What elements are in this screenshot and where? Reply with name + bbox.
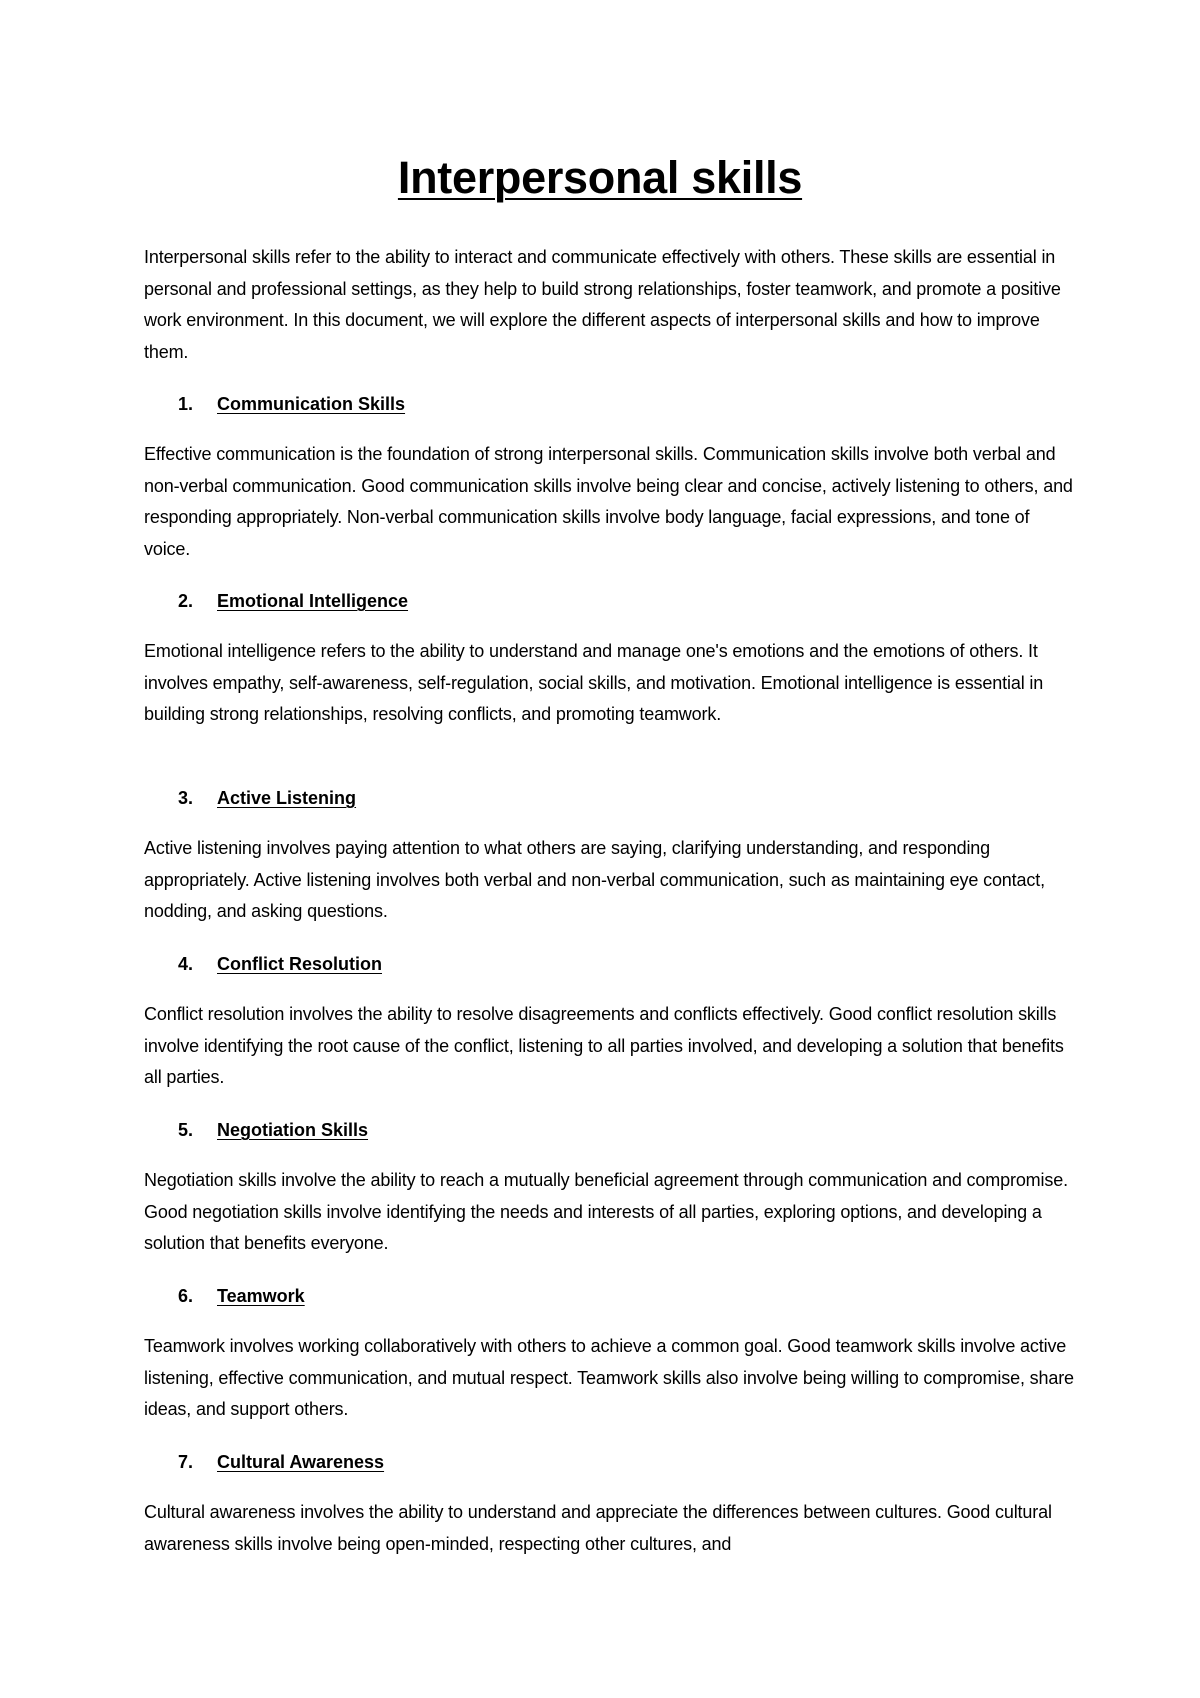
section-body-6: Teamwork involves working collaboratively with others to achieve a common goal. Good teamwork skills involve active listening, effective communication, and mutual respect. Teamwork skills also involve being willing to compromise, share ideas, and support others. bbox=[144, 1336, 1074, 1419]
section-title: Communication Skills bbox=[217, 394, 406, 414]
section-heading-1 bbox=[144, 389, 1074, 421]
section-heading-6 bbox=[144, 1281, 1074, 1313]
section-number: 1. bbox=[178, 394, 194, 414]
section-number: 4. bbox=[178, 954, 194, 974]
section-title: Conflict Resolution bbox=[217, 954, 382, 974]
section-body-1: Effective communication is the foundation of strong interpersonal skills. Communication skills involve both verbal and non-verbal communication. Good communication skills involve being clear and concise, actively listening to others, and responding appropriately. Non-verbal communication skills involve body language, facial expressions, and tone of voice. bbox=[144, 444, 1073, 559]
section-number: 7. bbox=[178, 1452, 194, 1472]
section-title: Active Listening bbox=[217, 788, 357, 808]
section-heading-4 bbox=[144, 949, 1074, 981]
section-number: 6. bbox=[178, 1286, 194, 1306]
page-title: Interpersonal skills bbox=[397, 152, 803, 203]
section-number: 5. bbox=[178, 1120, 194, 1140]
intro-paragraph: Interpersonal skills refer to the ability to interact and communicate effectively with others. These skills are essential in personal and professional settings, as they help to build strong relationships, foster teamwork, and promote a positive work environment. In this document, we will explore the different aspects of interpersonal skills and how to improve them. bbox=[144, 247, 1061, 362]
section-title: Emotional Intelligence bbox=[217, 591, 409, 611]
section-title: Cultural Awareness bbox=[217, 1452, 385, 1472]
section-body-3: Active listening involves paying attention to what others are saying, clarifying understanding, and responding appropriately. Active listening involves both verbal and non-verbal communication, such as maintaining eye contact, nodding, and asking questions. bbox=[144, 838, 1045, 921]
section-heading-5 bbox=[144, 1115, 1074, 1147]
section-heading-2 bbox=[144, 586, 1074, 618]
section-title: Negotiation Skills bbox=[217, 1120, 369, 1140]
section-body-7: Cultural awareness involves the ability to understand and appreciate the differences between cultures. Good cultural awareness skills involve being open-minded, respecting other cultures, and bbox=[144, 1502, 1052, 1554]
section-body-5: Negotiation skills involve the ability to reach a mutually beneficial agreement through communication and compromise. Good negotiation skills involve identifying the needs and interests of all parties, exploring options, and developing a solution that benefits everyone. bbox=[144, 1170, 1068, 1253]
section-number: 2. bbox=[178, 591, 194, 611]
section-title: Teamwork bbox=[217, 1286, 305, 1306]
section-number: 3. bbox=[178, 788, 194, 808]
section-body-2: Emotional intelligence refers to the ability to understand and manage one's emotions and the emotions of others. It involves empathy, self-awareness, self-regulation, social skills, and motivation. Emotional intelligence is essential in building strong relationships, resolving conflicts, and promoting teamwork. bbox=[144, 641, 1044, 724]
section-heading-7 bbox=[144, 1447, 1074, 1479]
section-heading-3 bbox=[144, 783, 1074, 815]
section-body-4: Conflict resolution involves the ability to resolve disagreements and conflicts effectively. Good conflict resolution skills involve identifying the root cause of the conflict, listening to all parties involved, and developing a solution that benefits all parties. bbox=[144, 1004, 1064, 1087]
